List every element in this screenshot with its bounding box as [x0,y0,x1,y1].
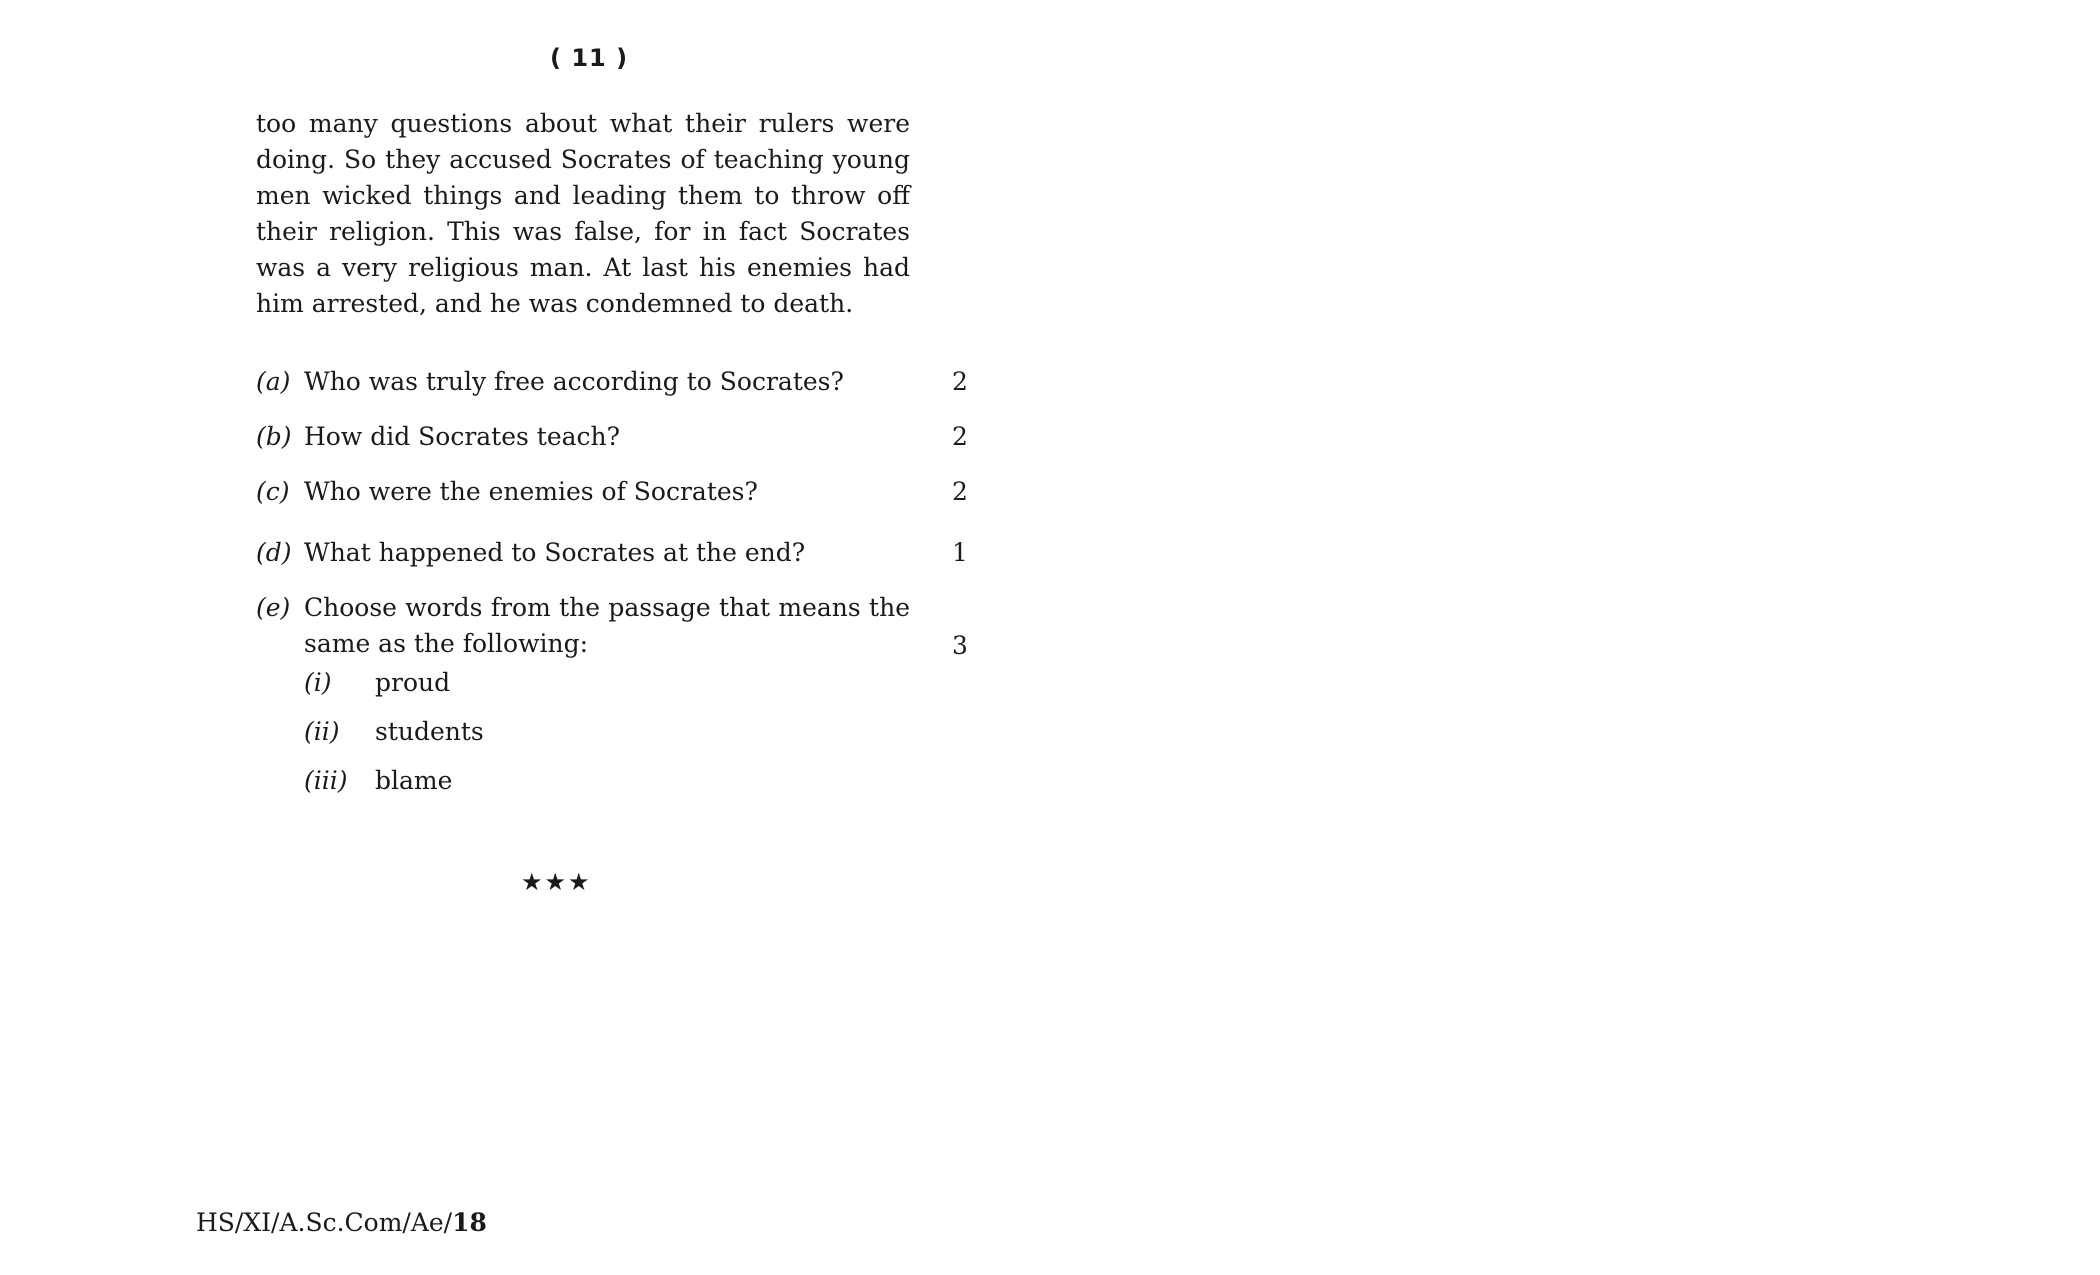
question-text: Who was truly free according to Socrates? [304,367,844,396]
question-marks: 2 [952,422,968,451]
question-label: (a) [256,367,291,396]
paper-code-prefix: HS/XI/A.Sc.Com/Ae/ [196,1208,453,1237]
question-marks: 2 [952,477,968,506]
question-text: How did Socrates teach? [304,422,621,451]
passage-text: too many questions about what their rulers were doing. So they accused Socrates of teaching young men wicked things and leading them to throw off their religion. This was false, for in fact Socrates was a very religious man. At last his enemies had him arrested, and he was condemned to death. [256,109,910,318]
question-text: What happened to Socrates at the end? [304,538,806,567]
paper-code [196,1208,487,1237]
sub-item-text: students [375,717,484,746]
end-marker-stars: ★★★ [521,868,592,896]
question-text: Choose words from the passage that means the same as the following: [304,593,910,658]
sub-item-text: blame [375,766,453,795]
sub-item-text: proud [375,668,451,697]
page-number: ( 11 ) [550,44,629,72]
question-marks: 3 [952,631,968,660]
question-label: (e) [256,593,291,622]
question-marks: 1 [952,538,968,567]
paper-code-number: 18 [452,1208,487,1237]
question-label: (b) [256,422,292,451]
question-label: (d) [256,538,292,567]
sub-item-label: (i) [304,668,332,697]
question-marks: 2 [952,367,968,396]
question-text: Who were the enemies of Socrates? [304,477,758,506]
sub-item-label: (ii) [304,717,340,746]
sub-item-label: (iii) [304,766,348,795]
question-label: (c) [256,477,290,506]
